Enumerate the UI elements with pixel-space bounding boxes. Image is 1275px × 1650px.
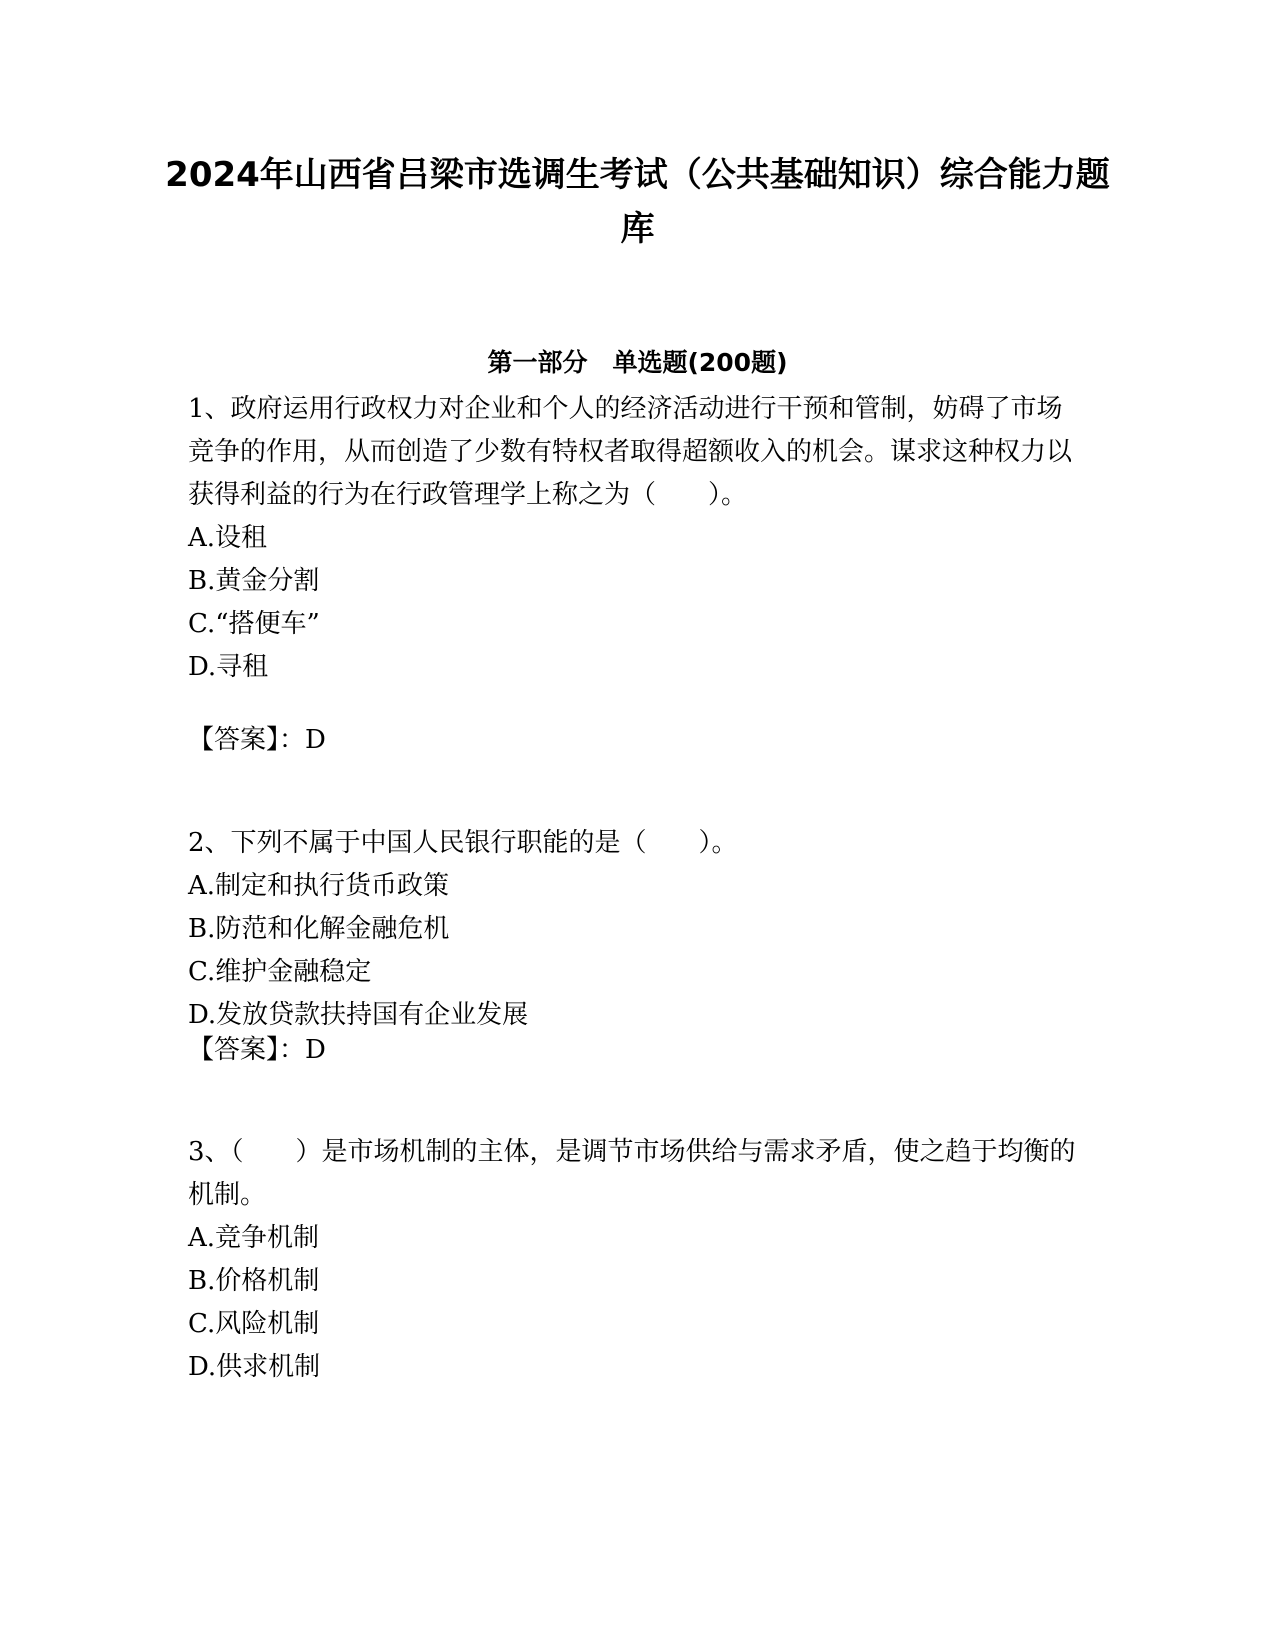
question-2-option-c: C.维护金融稳定: [188, 957, 372, 987]
question-1: [188, 388, 1088, 689]
question-1-option-c: C.“搭便车”: [188, 609, 320, 639]
question-3-stem: 3、（ ）是市场机制的主体，是调节市场供给与需求矛盾，使之趋于均衡的机制。: [188, 1137, 1076, 1210]
question-1-option-a: A.设租: [188, 523, 268, 553]
question-1-stem: 1、政府运用行政权力对企业和个人的经济活动进行干预和管制，妨碍了市场竞争的作用，从而创造了少数有特权者取得超额收入的机会。谋求这种权力以获得利益的行为在行政管理学上称之为（ ）。: [188, 394, 1073, 510]
question-3-option-b: B.价格机制: [188, 1266, 320, 1296]
question-1-option-d: D.寻租: [188, 652, 269, 682]
question-3: [188, 1131, 1088, 1389]
document-title: 2024年山西省吕梁市选调生考试（公共基础知识）综合能力题库: [165, 155, 1110, 249]
question-2-option-d: D.发放贷款扶持国有企业发展: [188, 1000, 529, 1030]
question-2-option-a: A.制定和执行货币政策: [188, 871, 450, 901]
question-2-option-b: B.防范和化解金融危机: [188, 914, 450, 944]
question-1-answer: 【答案】：D: [188, 725, 326, 755]
question-3-option-a: A.竞争机制: [188, 1223, 320, 1253]
question-2: [188, 822, 1088, 1037]
question-2-answer: 【答案】：D: [188, 1035, 326, 1065]
question-3-option-d: D.供求机制: [188, 1352, 321, 1382]
question-3-option-c: C.风险机制: [188, 1309, 320, 1339]
question-2-stem: 2、下列不属于中国人民银行职能的是（ ）。: [188, 828, 738, 858]
section-heading: 第一部分 单选题(200题): [487, 348, 788, 377]
question-1-option-b: B.黄金分割: [188, 566, 320, 596]
